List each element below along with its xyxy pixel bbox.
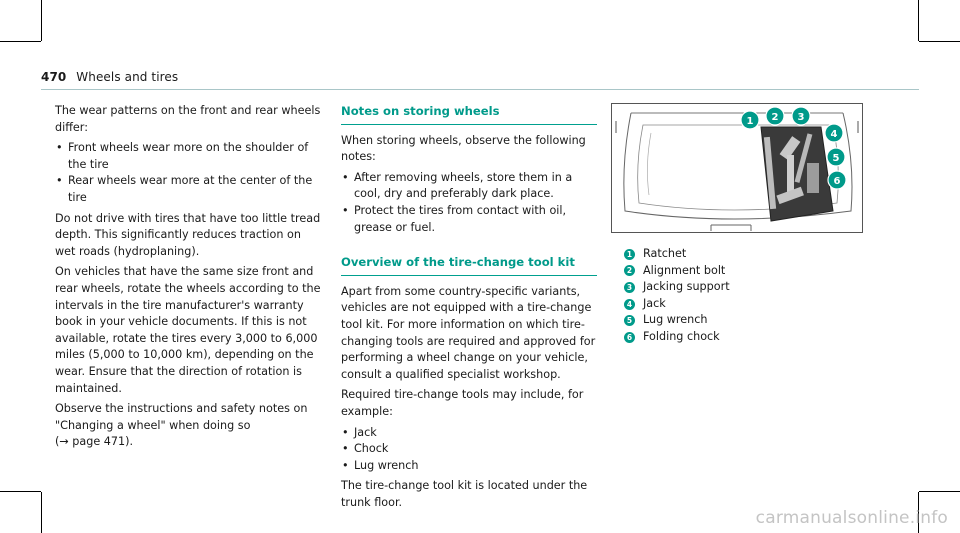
- trunk-drawing: [611, 103, 863, 233]
- page-section-title: Wheels and tires: [76, 70, 179, 84]
- svg-text:3: 3: [797, 112, 805, 123]
- callout-number: 6: [624, 332, 635, 343]
- bullet-icon: •: [56, 174, 63, 188]
- bullet-icon: •: [342, 458, 349, 472]
- required-tools-list: [341, 425, 597, 475]
- heading-divider: [341, 124, 597, 125]
- svg-text:2: 2: [771, 112, 779, 123]
- svg-text:6: 6: [833, 176, 841, 187]
- header-divider: [41, 89, 919, 90]
- wear-intro: The wear patterns on the front and rear wheels differ:: [55, 104, 321, 134]
- storing-list: [341, 170, 597, 236]
- page-reference-link[interactable]: (→ page 471).: [55, 435, 134, 449]
- svg-text:4: 4: [830, 129, 838, 140]
- crop-mark: [918, 0, 919, 41]
- list-item: • Chock: [341, 441, 597, 458]
- svg-text:5: 5: [832, 153, 840, 164]
- tool-kit-heading: Overview of the tire-change tool kit: [341, 255, 575, 270]
- legend-item: 5 Lug wrench: [611, 312, 863, 329]
- list-item: • Lug wrench: [341, 458, 597, 475]
- legend-item: 1 Ratchet: [611, 246, 863, 263]
- bullet-icon: •: [342, 425, 349, 439]
- callout-number: 2: [624, 265, 635, 276]
- wear-list: [55, 140, 323, 206]
- crop-mark: [919, 491, 960, 492]
- crop-mark: [41, 0, 42, 41]
- svg-text:1: 1: [746, 116, 754, 127]
- crop-mark: [0, 41, 41, 42]
- callout-number: 5: [624, 315, 635, 326]
- column-middle: [341, 103, 597, 515]
- list-item: • After removing wheels, store them in a cool, dry and preferably dark place.: [342, 170, 573, 201]
- column-right: [611, 103, 863, 350]
- callout-number: 4: [624, 299, 635, 310]
- callout-number: 3: [624, 282, 635, 293]
- column-left: [55, 103, 323, 455]
- trunk-tool-kit-illustration: [611, 103, 863, 233]
- list-item: • Protect the tires from contact with oil, grease or fuel.: [342, 203, 567, 234]
- tool-legend: [611, 246, 863, 346]
- crop-mark: [41, 492, 42, 533]
- watermark: carmanualsonline.info: [755, 508, 948, 528]
- bullet-icon: •: [56, 141, 63, 155]
- required-tools-intro: Required tire-change tools may include, for example:: [341, 388, 584, 418]
- list-item: • Rear wheels wear more at the center of the tire: [56, 174, 313, 204]
- page-header: [41, 70, 178, 84]
- storing-wheels-heading: Notes on storing wheels: [341, 104, 500, 118]
- list-item: • Front wheels wear more on the shoulder of the tire: [56, 141, 309, 171]
- list-item: • Jack: [341, 425, 597, 442]
- tread-depth-paragraph: Do not drive with tires that have too little tread depth. This significantly reduces traction on wet roads (hydroplaning).: [55, 211, 321, 258]
- crop-mark: [0, 491, 41, 492]
- bullet-icon: •: [342, 442, 349, 456]
- heading-divider: [341, 275, 597, 276]
- storing-intro: When storing wheels, observe the following notes:: [341, 133, 586, 164]
- bullet-icon: •: [342, 203, 349, 217]
- legend-item: 6 Folding chock: [611, 329, 863, 346]
- legend-item: 3 Jacking support: [611, 279, 863, 296]
- tool-kit-location: The tire-change tool kit is located under the trunk floor.: [341, 479, 588, 509]
- crop-mark: [919, 41, 960, 42]
- legend-item: 2 Alignment bolt: [611, 263, 863, 280]
- page-number: 470: [41, 70, 67, 84]
- callout-number: 1: [624, 249, 635, 260]
- legend-item: 4 Jack: [611, 296, 863, 313]
- safety-paragraph: Observe the instructions and safety notes on "Changing a wheel" when doing so (→ page 471).: [55, 402, 308, 449]
- bullet-icon: •: [342, 170, 349, 184]
- rotation-paragraph: On vehicles that have the same size front and rear wheels, rotate the wheels according to the intervals in the tire manufacturer's warranty book in your vehicle documents. If this is not available, rotate the tires every 3,000 to 6,000 miles (5,000 to 10,000 km), depending on the wear. Ensure that the direction of rotation is maintained.: [55, 265, 321, 395]
- tool-kit-paragraph: Apart from some country-specific variants, vehicles are not equipped with a tire-change tool kit. For more information on which tire-changing tools are required and approved for performing a wheel change on your vehicle, consult a qualified specialist workshop.: [341, 284, 596, 381]
